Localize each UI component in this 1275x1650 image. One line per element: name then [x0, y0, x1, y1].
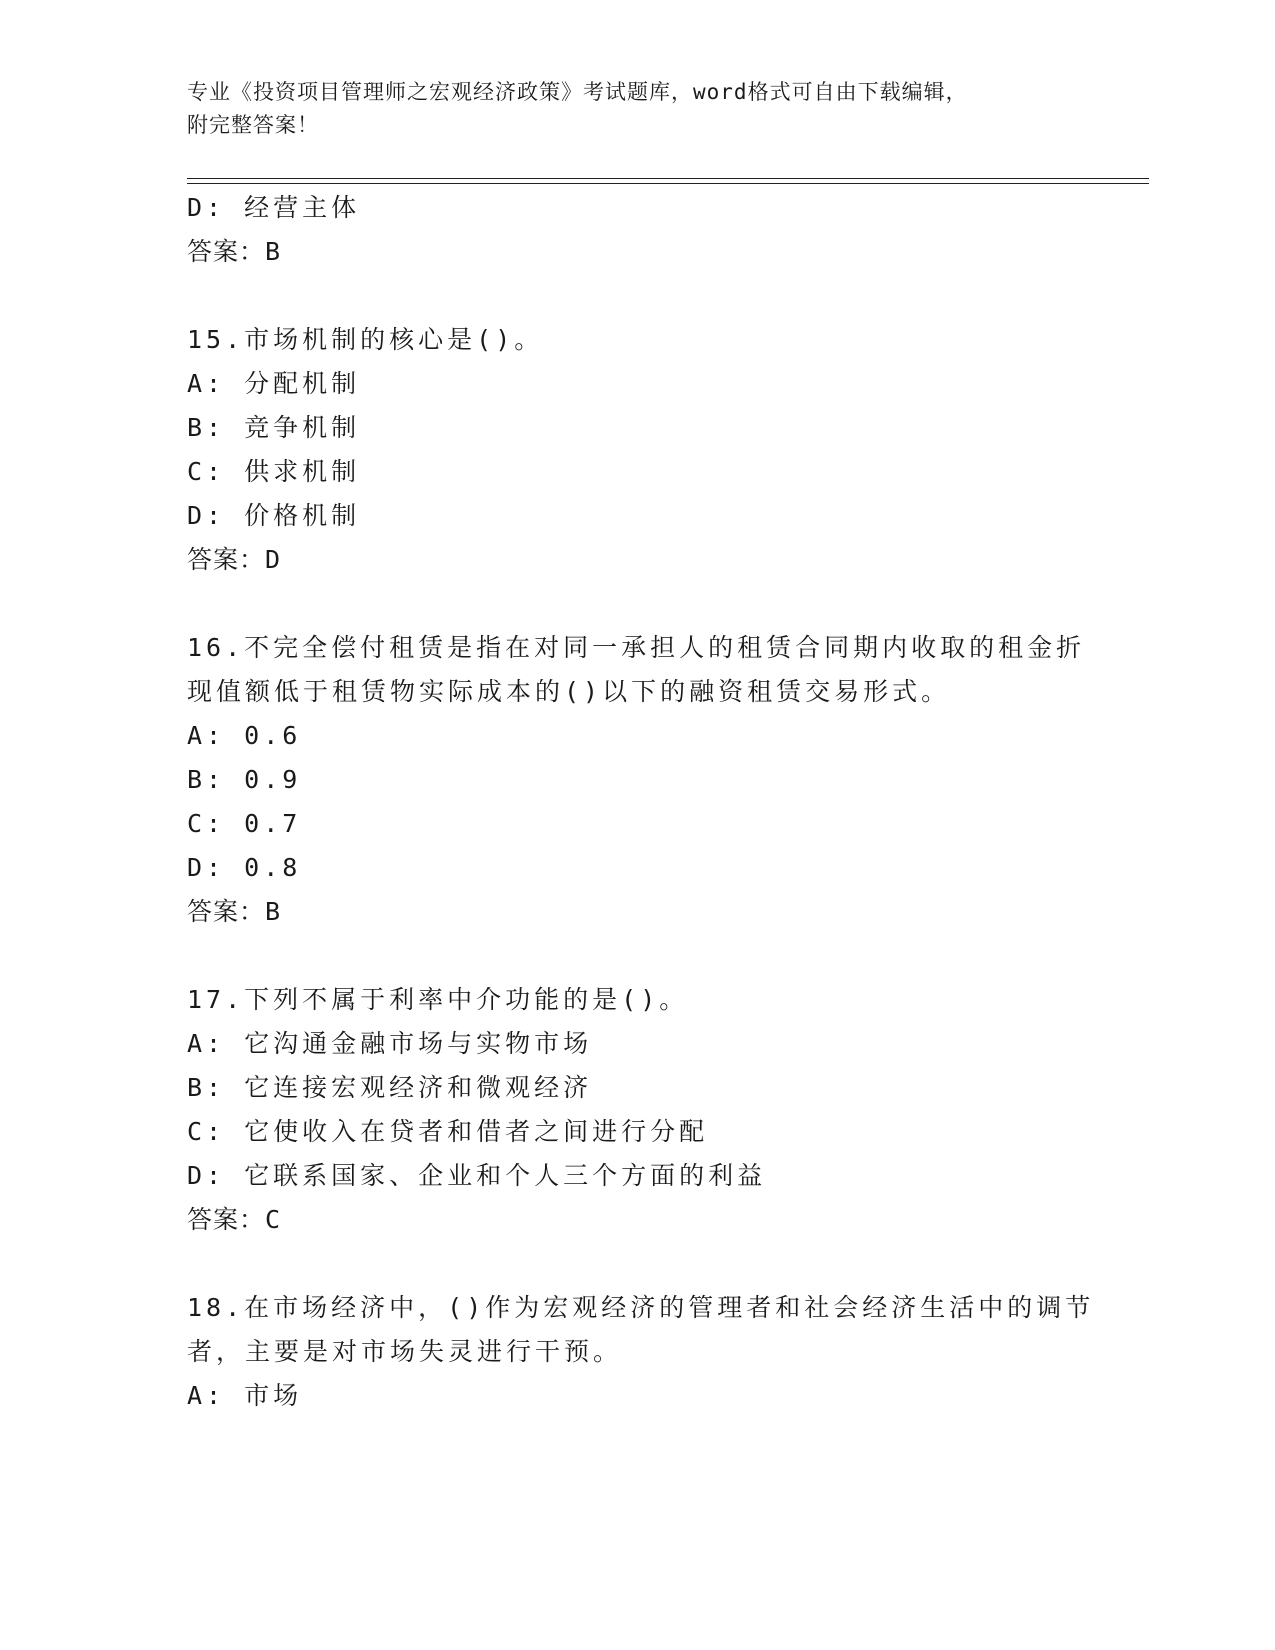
q18-stem-line-2: 者，主要是对市场失灵进行干预。: [187, 1337, 623, 1366]
q18-option-a: A: 市场: [187, 1381, 303, 1410]
q17-option-d: D: 它联系国家、企业和个人三个方面的利益: [187, 1161, 767, 1190]
prev-answer: 答案：B: [187, 237, 282, 266]
header-line-2: 附完整答案！: [187, 113, 319, 137]
q16-stem-line-1: 16.不完全偿付租赁是指在对同一承担人的租赁合同期内收取的租金折: [187, 633, 1086, 662]
q17-answer: 答案：C: [187, 1205, 282, 1234]
q17-option-c: C: 它使收入在贷者和借者之间进行分配: [187, 1117, 709, 1146]
q16-answer: 答案：B: [187, 897, 282, 926]
header-line-1: 专业《投资项目管理师之宏观经济政策》考试题库，word格式可自由下载编辑，: [187, 80, 968, 104]
q16-option-c: C: 0.7: [187, 809, 302, 838]
q15-answer: 答案：D: [187, 545, 282, 574]
header-rule-top: [187, 178, 1149, 179]
q15-stem: 15.市场机制的核心是()。: [187, 325, 544, 354]
q16-option-b: B: 0.9: [187, 765, 302, 794]
q16-stem-line-2: 现值额低于租赁物实际成本的()以下的融资租赁交易形式。: [187, 677, 951, 706]
q15-option-d: D: 价格机制: [187, 501, 361, 530]
q15-option-c: C: 供求机制: [187, 457, 361, 486]
q17-option-a: A: 它沟通金融市场与实物市场: [187, 1029, 593, 1058]
q15-option-b: B: 竞争机制: [187, 413, 361, 442]
prev-option-d: D: 经营主体: [187, 193, 361, 222]
q16-option-d: D: 0.8: [187, 853, 302, 882]
document-header: [187, 76, 1087, 142]
q17-option-b: B: 它连接宏观经济和微观经济: [187, 1073, 593, 1102]
q17-stem: 17.下列不属于利率中介功能的是()。: [187, 985, 689, 1014]
q15-option-a: A: 分配机制: [187, 369, 361, 398]
q18-stem-line-1: 18.在市场经济中，()作为宏观经济的管理者和社会经济生活中的调节: [187, 1293, 1095, 1322]
header-rule-bottom: [187, 183, 1149, 184]
q16-option-a: A: 0.6: [187, 721, 302, 750]
